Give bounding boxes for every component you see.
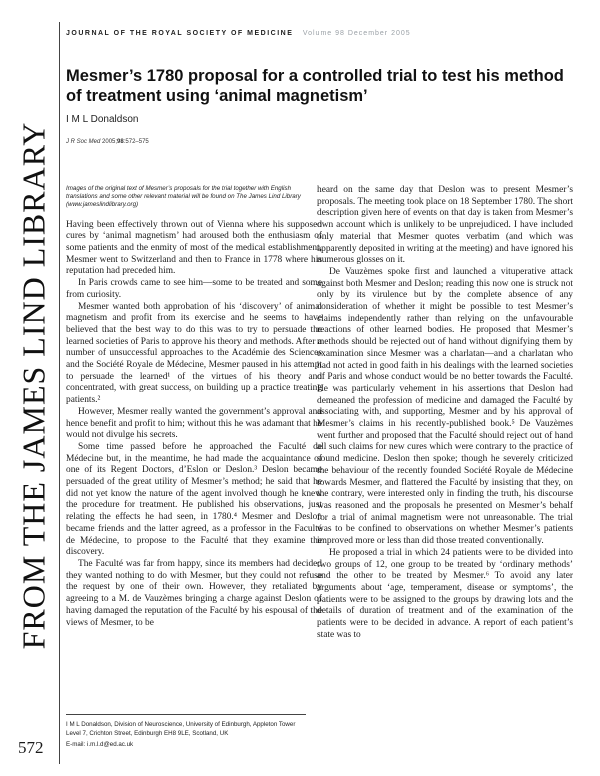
paragraph: Mesmer wanted both approbation of his ‘discovery’ of animal magnetism and profit from its exercise and he seems to have believed that the best way to do this was to try to persuade the learned societies of Paris to approve his theory and methods. After a number of unsuccessful approaches to the Académie des Sciences and the Société Royale de Médecine, Mesmer paused in his attempt to persuade the learned¹ of the virtues of his theory and concentrated, with great success, on building up a practice treating patients.² xyxy=(66,301,322,406)
paragraph: De Vauzèmes spoke first and launched a vituperative attack against both Mesmer and Deslon; reading this now one is struck not only by its virulence but by the complete absence of any consideration of whether it might be possible to test Mesmer’s claims independently rather than relying on the unfavourable reactions of other learned bodies. He proposed that Mesmer’s methods should be rejected out of hand without dignifying them by examination since Mesmer was a charlatan—and a charlatan who had not acted in good faith in his dealings with the learned societies of Paris and whose conduct would be no better towards the Faculté. He was particularly vehement in his assertions that Deslon had demeaned the profession of medicine and damaged the Faculté by associating with, and supporting, Mesmer and by his approval of Mesmer’s claims in his recently-published book.⁵ De Vauzèmes went further and proposed that the Faculté should reject out of hand all such claims for new cures which were contrary to the practice of sound medicine. Deslon then spoke; though he severely criticized the behaviour of the recently founded Société Royale de Médecine towards Mesmer, and flattered the Faculté by insisting that they, on the contrary, were interested only in finding the truth, his discourse was reasoned and the proposals he presented on Mesmer’s behalf for a trial of animal magnetism were not unreasonable. The trial was to be confined to observations on whether Mesmer’s patients improved more or less than did those treated conventionally. xyxy=(317,266,573,547)
affiliation-email: E-mail: i.m.l.d@ed.ac.uk xyxy=(66,741,134,749)
affiliation-address: I M L Donaldson, Division of Neuroscience, University of Edinburgh, Appleton Tower Level 7, Crichton Street, Edinburgh EH8 9LE, Scotland, UK xyxy=(66,721,296,738)
paragraph: In Paris crowds came to see him—some to be treated and some from curiosity. xyxy=(66,278,322,300)
paragraph: He proposed a trial in which 24 patients were to be divided into two groups of 12, one group to be treated by ‘ordinary methods’ and the other to be treated by Mesmer.⁶ To avoid any later arguments about ‘age, temperament, disease or symptoms’, the patients were to be assigned to the groups by drawing lots and the details of duration of treatment and of the examination of the patients were to be decided in advance. A report of each patient’s state was to xyxy=(317,547,573,640)
paragraph: The Faculté was far from happy, since its members had decided they wanted nothing to do with Mesmer, but they could not refuse the request by one of their own. However, they retaliated by agreeing to a M. de Vauzèmes bringing a charge against Deslon of having damaged the reputation of the Faculté by his espousal of the views of Mesmer, to be xyxy=(66,559,322,628)
library-note: Images of the original text of Mesmer’s proposals for the trial together with English translations and some other relevant material will be found on The James Lind Library (www.jameslindlibrary.org) xyxy=(66,185,301,209)
citation-pages: :572–575 xyxy=(123,139,149,145)
article-title: Mesmer’s 1780 proposal for a controlled trial to test his method of treatment using ‘animal magnetism’ xyxy=(66,67,564,105)
citation-journal: J R Soc Med xyxy=(66,139,101,145)
margin-rule xyxy=(59,22,60,764)
side-banner xyxy=(14,60,54,710)
paragraph: Having been effectively thrown out of Vienna where his supposed cures by ‘animal magnetism’ had aroused both the enthusiasm of some patients and the enmity of most of the medical establishment, Mesmer went to Switzerland and then to France in 1778 where his reputation had preceded him. xyxy=(66,219,322,277)
right-column xyxy=(317,185,573,641)
article-author: I M L Donaldson xyxy=(66,114,139,125)
author-affiliation xyxy=(66,714,306,752)
paragraph: heard on the same day that Deslon was to present Mesmer’s proposals. The meeting took place on 18 September 1780. The short description given here of events on that day is taken from Mesmer’s own account which is unlikely to be unprejudiced. I have included only material that Mesmer quotes verbatim (and which was apparently deposited in writing at the meeting) and have ignored his numerous glosses on it. xyxy=(317,185,573,266)
article-citation xyxy=(66,139,149,145)
side-banner-text: FROM THE JAMES LIND LIBRARY xyxy=(15,121,52,649)
journal-header xyxy=(66,30,586,37)
journal-name: JOURNAL OF THE ROYAL SOCIETY OF MEDICINE xyxy=(66,30,294,37)
paragraph: However, Mesmer really wanted the government’s approval and hence benefit and profit to him; without this he was adamant that he would not divulge his secrets. xyxy=(66,406,322,441)
page-number: 572 xyxy=(18,738,44,757)
citation-volume: 98 xyxy=(117,139,124,145)
journal-volume-date: Volume 98 December 2005 xyxy=(302,30,411,37)
paragraph: Some time passed before he approached the Faculté de Médecine but, in the meantime, he had made the acquaintance of one of its Regent Doctors, d’Eslon or Deslon.³ Deslon became persuaded of the great utility of Mesmer’s method; he said that he did not yet know the nature of the agent involved though he knew the procedure for treatment. He published his observations, just relating the effects he had seen, in 1780.⁴ Mesmer and Deslon became friends and the latter agreed, as a professor in the Faculté de Médecine, to propose to the Faculté that they examine the discovery. xyxy=(66,441,322,558)
left-column xyxy=(66,185,322,629)
citation-year: 2005; xyxy=(100,139,118,145)
